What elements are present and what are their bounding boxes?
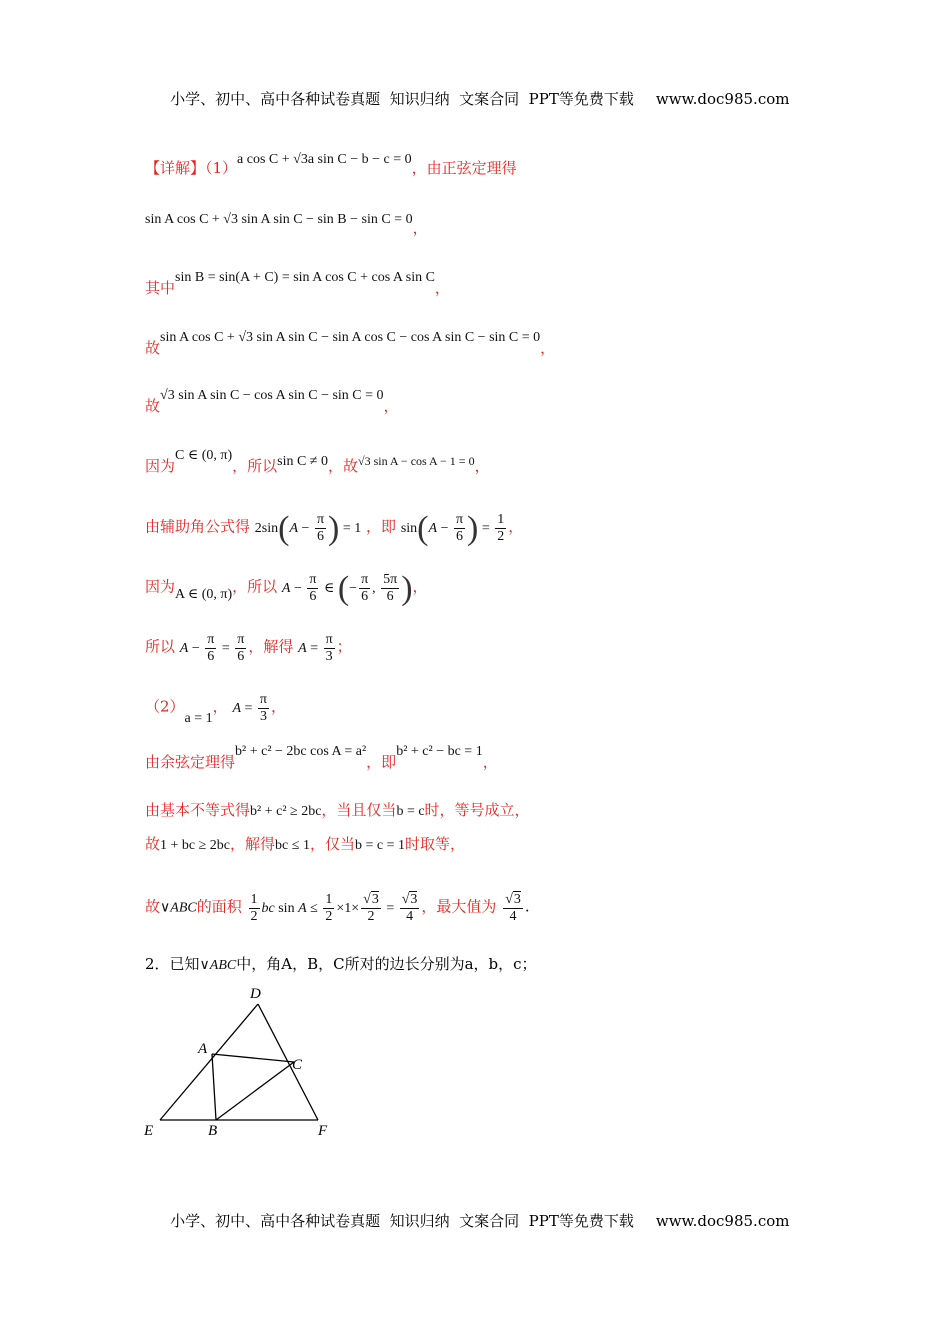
text-ji: ，即 (366, 517, 397, 536)
text-gu: 故 (145, 835, 161, 853)
math-eq-19: $\frac{1}{2}$ bc sin A ≤ $\frac{1}{2}$ ×1× $\frac{√3}{2}$ = $\frac{√3}{4}$ (250, 892, 418, 924)
problem-number: 2．已知 (145, 955, 200, 973)
math-eq-8: sin(A − $\frac{\pi}{6}$ ) = $\frac{1}{2}$ (400, 509, 505, 547)
punct: ， (412, 219, 428, 237)
math-eq-15: b² + c² ≥ 2bc (250, 804, 322, 819)
math-sinc: sin C ≠ 0 (277, 454, 328, 469)
solution-line-4 (145, 330, 556, 360)
label-gu: 故 (145, 397, 161, 415)
solution-line-7 (145, 509, 524, 547)
math-b-eq-c: b = c (396, 804, 425, 819)
header-text: 小学、初中、高中各种试卷真题 知识归纳 文案合同 PPT等免费下载 (170, 90, 634, 108)
solution-line-2 (145, 208, 428, 237)
text-suoyi: 所以 (145, 637, 176, 656)
text-equality-holds: 时，等号成立， (424, 801, 530, 819)
solution-line-10 (145, 692, 286, 725)
punct: ， (434, 279, 450, 297)
math-a-eq-1: a = 1 (184, 710, 213, 726)
label-E: E (144, 1123, 154, 1139)
solution-line-3 (145, 270, 450, 300)
math-eq-18: b = c = 1 (354, 838, 405, 853)
solution-line-14 (145, 892, 530, 925)
punct: ， (412, 577, 428, 596)
label-A: A (198, 1041, 208, 1057)
punct: ， (540, 339, 556, 357)
label-qizhong: 其中 (145, 279, 176, 297)
math-eq-16: 1 + bc ≥ 2bc (160, 838, 231, 853)
solution-line-12 (145, 800, 530, 822)
edge-BC (216, 1062, 294, 1120)
label-D: D (250, 986, 261, 1002)
punct: ， (508, 517, 524, 536)
footer-site: www.doc985.com (655, 1212, 790, 1230)
punct: ， (212, 697, 228, 716)
math-triangle-abc: ∨ABC (199, 958, 237, 973)
text-only-when: ，仅当 (309, 835, 355, 853)
text-cosine-law: 由余弦定理得 (145, 753, 236, 771)
problem-2 (145, 954, 537, 976)
punct: ； (336, 637, 352, 656)
solution-line-9 (145, 632, 352, 665)
label-F: F (318, 1123, 328, 1139)
text-suoyi: ，所以 (232, 577, 278, 596)
math-eq-10: A − $\frac{\pi}{6}$ = $\frac{\pi}{6}$ (179, 632, 245, 664)
text-am-gm: 由基本不等式得 (145, 801, 251, 819)
math-eq-2: sin A cos C + √3 sin A sin C − sin B − sin C = 0 (145, 212, 413, 227)
math-eq-7: 2sin(A − $\frac{\pi}{6}$ ) = 1 (254, 509, 362, 547)
text-jiede: ，解得 (230, 835, 276, 853)
math-eq-17: bc ≤ 1 (275, 838, 310, 853)
text-area: 的面积 (196, 897, 242, 916)
label-C: C (292, 1057, 303, 1073)
punct: ， (383, 397, 399, 415)
solution-line-5 (145, 388, 399, 418)
math-eq-20: $\frac{√3}{4}$ (505, 892, 521, 924)
solution-line-6 (145, 448, 490, 478)
text-suoyi: ，所以 (232, 457, 278, 475)
label-gu: 故 (145, 339, 161, 357)
page-footer (0, 1192, 950, 1231)
solution-line-8 (145, 569, 428, 607)
text-gu: 故 (145, 897, 161, 916)
text-jiede: ，解得 (248, 637, 294, 656)
math-eq-9: A − $\frac{\pi}{6}$ ∈ (− $\frac{\pi}{6}$ , $\frac{5\pi}{6}$ ) (281, 569, 413, 607)
math-eq-12: A = $\frac{\pi}{3}$ (232, 692, 267, 724)
edge-DE (160, 1004, 258, 1120)
page-header (0, 70, 950, 109)
text-yinwei: 因为 (145, 457, 176, 475)
text-sine-law: ，由正弦定理得 (411, 159, 517, 177)
solution-line-1 (145, 152, 517, 180)
punct: ， (474, 457, 490, 475)
text-auxiliary-angle: 由辅助角公式得 (145, 517, 251, 536)
geometry-figure (140, 980, 340, 1140)
math-eq-3: sin B = sin(A + C) = sin A cos C + cos A sin C (175, 270, 435, 285)
math-a-range: A ∈ (0, π) (175, 586, 233, 602)
solution-tag: 【详解】（1） (145, 159, 238, 177)
text-gu: ，故 (327, 457, 358, 475)
edge-AC (212, 1054, 294, 1062)
footer-text: 小学、初中、高中各种试卷真题 知识归纳 文案合同 PPT等免费下载 (170, 1212, 634, 1230)
math-c-range: C ∈ (0, π) (175, 448, 233, 463)
math-eq-4: sin A cos C + √3 sin A sin C − sin A cos C − cos A sin C − sin C = 0 (160, 330, 541, 345)
text-max-value: ，最大值为 (421, 897, 497, 916)
text-equality: 时取等， (404, 835, 465, 853)
math-eq-14: b² + c² − bc = 1 (396, 744, 483, 759)
text-iff: ，当且仅当 (321, 801, 397, 819)
math-eq-5: √3 sin A sin C − cos A sin C − sin C = 0 (160, 388, 384, 403)
label-B: B (208, 1123, 218, 1139)
math-eq-13: b² + c² − 2bc cos A = a² (235, 744, 367, 759)
punct: ， (482, 753, 498, 771)
header-site: www.doc985.com (655, 90, 790, 108)
punct: ， (271, 697, 287, 716)
math-eq-6: √3 sin A − cos A − 1 = 0 (358, 454, 475, 468)
solution-line-13 (145, 834, 465, 856)
edge-AB (212, 1054, 216, 1120)
math-triangle-abc: ∨ABC (160, 900, 197, 916)
math-eq-1: a cos C + √3a sin C − b − c = 0 (237, 152, 412, 167)
math-eq-11: A = $\frac{\pi}{3}$ (298, 632, 333, 664)
problem-text: 中，角A，B，C所对的边长分别为a，b，c； (236, 955, 537, 973)
solution-line-11 (145, 744, 498, 774)
punct: . (524, 897, 530, 916)
text-ji: ，即 (366, 753, 397, 771)
text-yinwei: 因为 (145, 577, 176, 596)
part-2-label: （2） (145, 697, 185, 716)
